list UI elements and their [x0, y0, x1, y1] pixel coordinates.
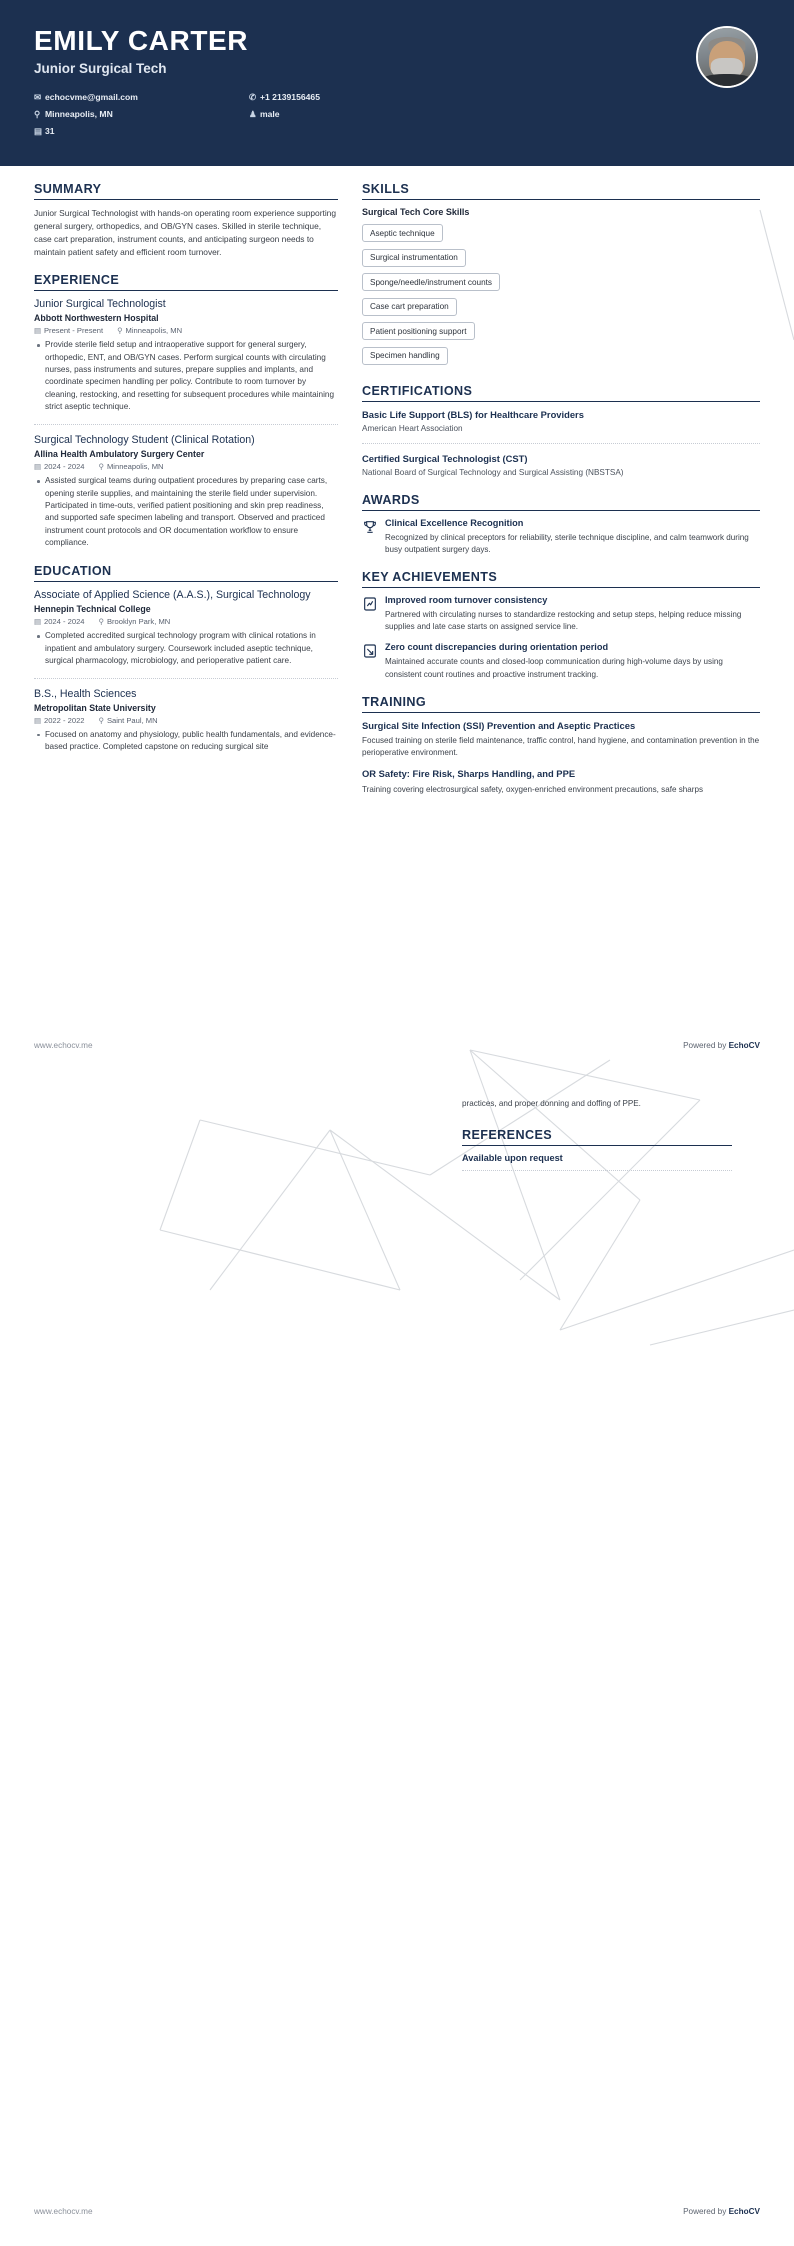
skill-chip: Specimen handling — [362, 347, 448, 365]
award-item — [362, 518, 760, 556]
training-title: Surgical Site Infection (SSI) Prevention and Aseptic Practices — [362, 719, 636, 731]
section-certifications — [362, 384, 760, 479]
certification-name: Certified Surgical Technologist (CST) — [362, 452, 528, 464]
contact-gender — [249, 109, 464, 119]
bullet-item: Completed accredited surgical technology program with clinical rotations in inpatient and ambulatory surgery. Coursework included aseptic technique, surgical pharmacology, microbiology, and perioperative patient care. — [45, 630, 338, 667]
person-icon: ♟ — [249, 109, 257, 120]
avatar — [696, 26, 758, 88]
contact-email — [34, 92, 249, 102]
experience-org: Allina Health Ambulatory Surgery Center — [34, 449, 205, 460]
contact-location — [34, 109, 249, 119]
skill-chip: Patient positioning support — [362, 322, 475, 340]
section-training — [362, 695, 760, 796]
experience-dates: Present - Present — [43, 326, 104, 336]
footer-url[interactable]: www.echocv.me — [34, 1041, 93, 1050]
skill-chip: Surgical instrumentation — [362, 249, 466, 267]
calendar-icon: ▤ — [34, 462, 41, 472]
education-dates: 2024 - 2024 — [43, 617, 85, 627]
resume-body — [0, 166, 794, 810]
section-awards — [362, 493, 760, 556]
divider — [34, 424, 338, 425]
left-column — [34, 182, 338, 768]
calendar-icon: ▤ — [34, 715, 41, 725]
experience-location: Minneapolis, MN — [125, 326, 183, 336]
achievement-text: Partnered with circulating nurses to standardize restocking and setup steps, helping reduce missing supplies and late case starts on assigned service line. — [385, 610, 742, 632]
education-meta — [34, 716, 338, 725]
contact-phone — [249, 92, 464, 102]
calendar-icon: ▤ — [34, 126, 43, 137]
training-overflow-block — [462, 1098, 732, 1185]
education-location-wrap — [99, 716, 158, 725]
section-title-references: REFERENCES — [462, 1128, 732, 1146]
contact-list — [34, 92, 464, 144]
calendar-icon: ▤ — [34, 617, 41, 627]
location-pin-icon: ⚲ — [117, 326, 123, 336]
achievement-text: Maintained accurate counts and closed-loop communication during high-volume days by using consistent count routines and proactive instrument tracking. — [385, 657, 723, 679]
summary-text: Junior Surgical Technologist with hands-on operating room experience supporting general surgery, orthopedics, and OB/GYN cases. Skilled in sterile technique, case cart preparation, instrument counts, and anticipating surgeon needs to maintain patient safety and efficient room turnover. — [34, 207, 336, 257]
education-school: Hennepin Technical College — [34, 604, 151, 615]
certification-name: Basic Life Support (BLS) for Healthcare Providers — [362, 408, 584, 420]
experience-role: Surgical Technology Student (Clinical Rotation) — [34, 433, 255, 446]
education-bullets — [34, 729, 338, 754]
section-title-training: TRAINING — [362, 695, 760, 713]
experience-dates-wrap — [34, 326, 103, 335]
certification-org: National Board of Surgical Technology and Surgical Assisting (NBSTSA) — [362, 468, 624, 478]
experience-dates-wrap — [34, 462, 85, 471]
envelope-icon: ✉ — [34, 91, 42, 102]
trophy-icon — [362, 519, 378, 535]
page-footer-2 — [34, 2207, 760, 2216]
contact-email-value: echocvme@gmail.com — [45, 91, 138, 102]
experience-org: Abbott Northwestern Hospital — [34, 313, 159, 324]
education-dates-wrap — [34, 716, 85, 725]
education-meta — [34, 617, 338, 626]
experience-location: Minneapolis, MN — [106, 462, 164, 472]
experience-bullets — [34, 339, 338, 414]
certification-org: American Heart Association — [362, 423, 463, 433]
education-entry — [34, 589, 338, 668]
phone-icon: ✆ — [249, 91, 257, 102]
references-text: Available upon request — [462, 1153, 732, 1171]
contact-gender-value: male — [260, 109, 280, 120]
achievement-title: Improved room turnover consistency — [385, 595, 548, 606]
section-title-education: EDUCATION — [34, 564, 338, 582]
bullet-item: Provide sterile field setup and intraoperative support for general surgery, orthopedic, ENT, and OB/GYN cases. Perform surgical counts with circulating nurses, pass instruments and sutures, prepare supplies and implants, and coordinate specimen handling per policy. Contribute to room turnover by cleaning, restocking, and resetting for subsequent procedures while maintaining strict aseptic technique. — [45, 339, 338, 414]
training-text: Training covering electrosurgical safety, oxygen-enriched environment precautions, safe sharps — [362, 784, 704, 794]
experience-meta — [34, 326, 338, 335]
skill-chip: Sponge/needle/instrument counts — [362, 273, 500, 291]
skill-chip: Aseptic technique — [362, 224, 443, 242]
education-entry — [34, 688, 338, 754]
location-pin-icon: ⚲ — [34, 109, 41, 120]
award-text: Recognized by clinical preceptors for reliability, sterile technique discipline, and calm teamwork during busy outpatient surgery days. — [385, 532, 749, 555]
education-location-wrap — [99, 617, 171, 626]
achievement-title: Zero count discrepancies during orientation period — [385, 642, 609, 653]
experience-dates: 2024 - 2024 — [43, 462, 85, 472]
education-dates: 2022 - 2022 — [43, 715, 85, 725]
skills-chip-list — [362, 223, 760, 370]
contact-location-value: Minneapolis, MN — [45, 109, 113, 120]
footer-brand-name: EchoCV — [728, 2207, 760, 2216]
training-text: Focused training on sterile field maintenance, traffic control, hand hygiene, and contamination prevention in the perioperative environment. — [362, 736, 760, 758]
page-footer-1 — [34, 1041, 760, 1050]
bullet-item: Assisted surgical teams during outpatient procedures by preparing case carts, opening sterile supplies, and maintaining the sterile field under supervision. Participated in time-outs, verified patient positioning and skin prep readiness, and supported safe specimen labeling and transport. Observed and practiced instrument count protocols and OR documentation workflow to ensure compliance. — [45, 475, 338, 550]
section-title-awards: AWARDS — [362, 493, 760, 511]
experience-entry — [34, 434, 338, 550]
section-summary — [34, 182, 338, 259]
training-overflow-text: practices, and proper donning and doffing of PPE. — [462, 1099, 641, 1108]
location-pin-icon: ⚲ — [98, 715, 104, 725]
footer-brand — [683, 2207, 760, 2216]
education-bullets — [34, 630, 338, 667]
location-pin-icon: ⚲ — [98, 617, 104, 627]
candidate-job-title: Junior Surgical Tech — [34, 60, 167, 76]
contact-age-value: 31 — [45, 126, 55, 137]
divider — [362, 443, 760, 444]
section-references — [462, 1128, 732, 1171]
education-degree: Associate of Applied Science (A.A.S.), Surgical Technology — [34, 588, 311, 601]
training-item — [362, 720, 760, 760]
calendar-icon: ▤ — [34, 326, 41, 336]
section-title-certifications: CERTIFICATIONS — [362, 384, 760, 402]
section-title-skills: SKILLS — [362, 182, 760, 200]
footer-brand — [683, 1041, 760, 1050]
training-item — [362, 768, 760, 796]
section-key-achievements — [362, 570, 760, 680]
section-experience — [34, 273, 338, 550]
skill-chip: Case cart preparation — [362, 298, 457, 316]
certification-item — [362, 453, 760, 479]
candidate-name: EMILY CARTER — [34, 25, 249, 56]
achievement-item — [362, 642, 760, 680]
divider — [34, 678, 338, 679]
section-education — [34, 564, 338, 754]
section-title-summary: SUMMARY — [34, 182, 338, 200]
footer-powered-prefix: Powered by — [683, 1041, 729, 1050]
chart-down-icon — [362, 643, 378, 659]
footer-brand-name: EchoCV — [728, 1041, 760, 1050]
contact-phone-value: +1 2139156465 — [260, 91, 320, 102]
contact-age — [34, 126, 249, 136]
location-pin-icon: ⚲ — [98, 462, 104, 472]
award-title: Clinical Excellence Recognition — [385, 517, 524, 528]
education-school: Metropolitan State University — [34, 702, 156, 713]
certification-item — [362, 409, 760, 435]
education-location: Brooklyn Park, MN — [106, 617, 171, 627]
section-title-experience: EXPERIENCE — [34, 273, 338, 291]
training-title: OR Safety: Fire Risk, Sharps Handling, and PPE — [362, 768, 576, 780]
chart-up-icon — [362, 596, 378, 612]
section-title-key-achievements: KEY ACHIEVEMENTS — [362, 570, 760, 588]
footer-url[interactable]: www.echocv.me — [34, 2207, 93, 2216]
education-dates-wrap — [34, 617, 85, 626]
experience-location-wrap — [117, 326, 182, 335]
resume-header — [0, 0, 794, 166]
education-degree: B.S., Health Sciences — [34, 687, 137, 700]
experience-entry — [34, 298, 338, 414]
skills-group-label: Surgical Tech Core Skills — [362, 206, 470, 217]
experience-bullets — [34, 475, 338, 550]
bullet-item: Focused on anatomy and physiology, public health fundamentals, and evidence-based practice. Completed capstone on reducing surgical site — [45, 729, 338, 754]
experience-location-wrap — [99, 462, 164, 471]
footer-powered-prefix: Powered by — [683, 2207, 729, 2216]
right-column — [362, 182, 760, 810]
experience-role: Junior Surgical Technologist — [34, 297, 166, 310]
achievement-item — [362, 595, 760, 633]
education-location: Saint Paul, MN — [106, 715, 158, 725]
experience-meta — [34, 462, 338, 471]
section-skills — [362, 182, 760, 370]
